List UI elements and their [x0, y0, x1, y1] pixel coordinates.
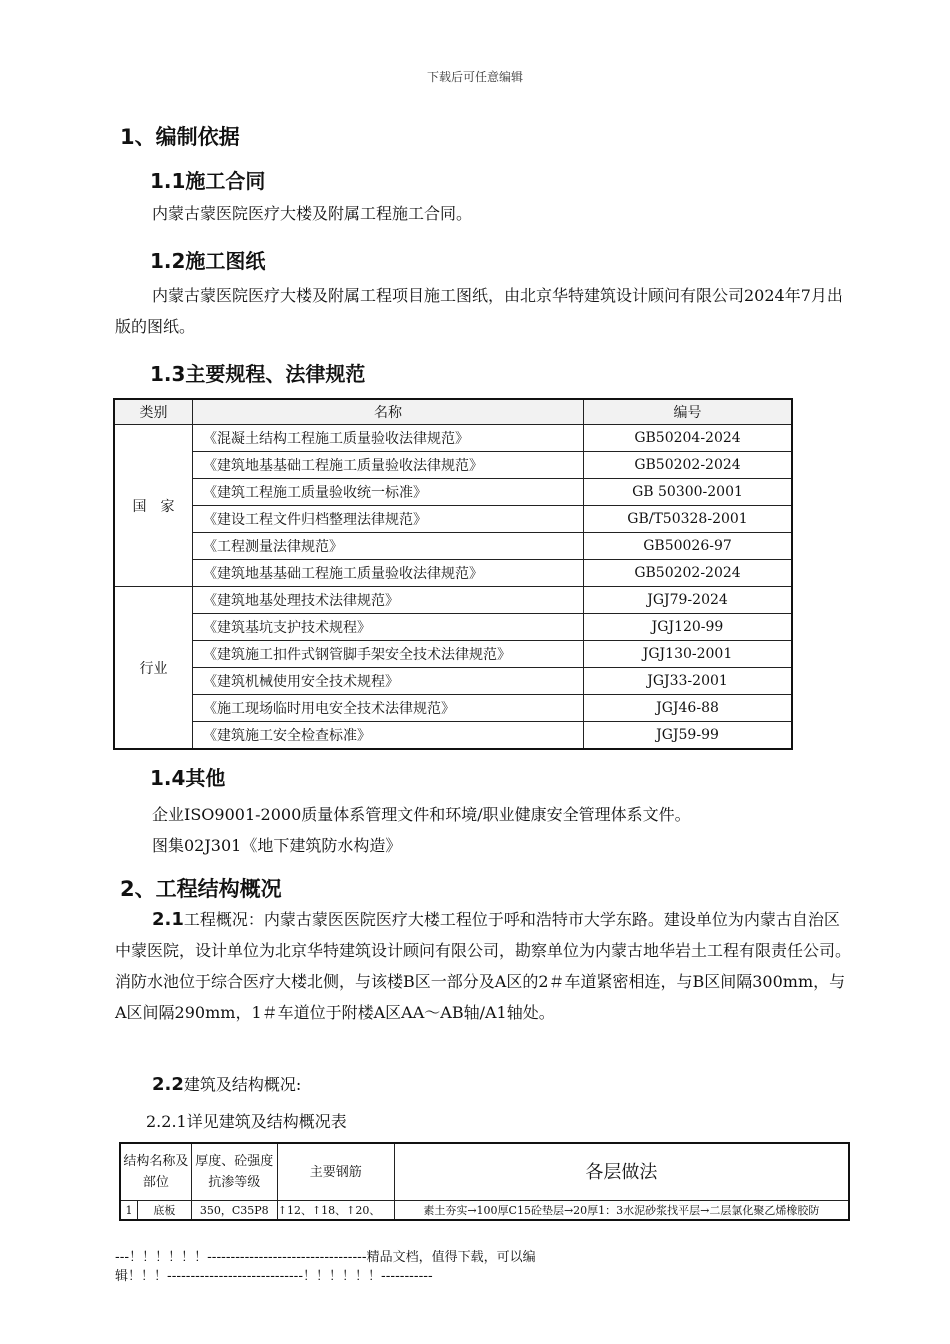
- regulation-code: GB50202-2024: [584, 560, 793, 587]
- regulation-code: GB50202-2024: [584, 452, 793, 479]
- structure-header-row: [120, 1143, 849, 1201]
- section-2-2-paragraph: [115, 1069, 855, 1100]
- regulation-name: 《建筑机械使用安全技术规程》: [193, 668, 584, 695]
- table-row: [114, 722, 792, 750]
- table-row: [114, 668, 792, 695]
- category-industry: 行业: [114, 587, 193, 750]
- regulation-name: 《施工现场临时用电安全技术法律规范》: [193, 695, 584, 722]
- structure-header-part: 结构名称及部位: [120, 1143, 191, 1201]
- header-category: 类别: [114, 399, 193, 425]
- structure-table: [119, 1142, 850, 1221]
- structure-row-steel: ↑12、↑18、↑20、: [277, 1201, 394, 1221]
- regulation-code: JGJ46-88: [584, 695, 793, 722]
- regulation-code: JGJ79-2024: [584, 587, 793, 614]
- section-2-1-lead: 2.1: [152, 909, 184, 930]
- section-1-2-title: 1.2施工图纸: [150, 249, 266, 273]
- regulation-code: JGJ120-99: [584, 614, 793, 641]
- header-name: 名称: [193, 399, 584, 425]
- category-national: 国 家: [114, 425, 193, 587]
- structure-header-steel: 主要钢筋: [277, 1143, 394, 1201]
- regulation-name: 《建筑施工扣件式钢管脚手架安全技术法律规范》: [193, 641, 584, 668]
- section-1-4-title: 1.4其他: [150, 766, 226, 790]
- section-2-2-text: 建筑及结构概况:: [183, 1075, 302, 1094]
- section-2-1-paragraph: [115, 904, 855, 1028]
- regulation-name: 《建筑地基处理技术法律规范》: [193, 587, 584, 614]
- table-row: [114, 587, 792, 614]
- regulation-code: GB/T50328-2001: [584, 506, 793, 533]
- table-row: [114, 695, 792, 722]
- regulation-code: JGJ130-2001: [584, 641, 793, 668]
- table-row: [114, 641, 792, 668]
- structure-row-no: 1: [120, 1201, 138, 1221]
- table-row: [114, 560, 792, 587]
- table-row: [114, 479, 792, 506]
- footer-line-2: 辑！！！-----------------------------！！！！！！-----------: [115, 1269, 433, 1284]
- structure-row: [120, 1201, 849, 1221]
- section-1-1-text: 内蒙古蒙医院医疗大楼及附属工程施工合同。: [152, 204, 473, 223]
- regulation-code: GB50026-97: [584, 533, 793, 560]
- section-2-title: 2、工程结构概况: [120, 877, 282, 901]
- structure-header-method: 各层做法: [394, 1143, 849, 1201]
- regulation-name: 《建筑施工安全检查标准》: [193, 722, 584, 750]
- section-2-2-lead: 2.2: [152, 1074, 184, 1095]
- section-1-2-text: 内蒙古蒙医院医疗大楼及附属工程项目施工图纸，由北京华特建筑设计顾问有限公司2024年7月出版的图纸。: [115, 286, 843, 336]
- footer-line-1: ---！！！！！！----------------------------------精品文档，值得下载，可以编: [115, 1250, 536, 1265]
- structure-row-part: 底板: [138, 1201, 192, 1221]
- table-row: [114, 614, 792, 641]
- table-row: [114, 425, 792, 452]
- structure-row-spec: 350，C35P8: [191, 1201, 277, 1221]
- section-1-3-title: 1.3主要规程、法律规范: [150, 362, 366, 386]
- regulation-name: 《建筑工程施工质量验收统一标准》: [193, 479, 584, 506]
- regulation-code: JGJ33-2001: [584, 668, 793, 695]
- regulation-name: 《建筑地基基础工程施工质量验收法律规范》: [193, 452, 584, 479]
- table-row: [114, 506, 792, 533]
- structure-row-method: 素土夯实→100厚C15砼垫层→20厚1：3水泥砂浆找平层→二层氯化聚乙烯橡胶防: [394, 1201, 849, 1221]
- regulation-code: GB50204-2024: [584, 425, 793, 452]
- section-1-4-line2: 图集02J301《地下建筑防水构造》: [152, 836, 402, 855]
- regulation-name: 《建筑地基基础工程施工质量验收法律规范》: [193, 560, 584, 587]
- table-header-row: [114, 399, 792, 425]
- regulation-name: 《工程测量法律规范》: [193, 533, 584, 560]
- section-1-1-title: 1.1施工合同: [150, 169, 266, 193]
- regulation-code: JGJ59-99: [584, 722, 793, 750]
- page-header: 下载后可任意编辑: [426, 70, 523, 84]
- regulations-table: [113, 398, 793, 750]
- regulation-code: GB 50300-2001: [584, 479, 793, 506]
- section-2-1-text: 工程概况：内蒙古蒙医医院医疗大楼工程位于呼和浩特市大学东路。建设单位为内蒙古自治区中蒙医院，设计单位为北京华特建筑设计顾问有限公司，勘察单位为内蒙古地华岩土工程有限责任公司。消防水池位于综合医疗大楼北侧，与该楼B区一部分及A区的2＃车道紧密相连，与B区间隔300mm，与A区间隔290mm，1＃车道位于附楼A区AA～AB轴/A1轴处。: [115, 910, 852, 1022]
- section-1-title: 1、编制依据: [120, 125, 240, 149]
- regulation-name: 《混凝土结构工程施工质量验收法律规范》: [193, 425, 584, 452]
- section-1-4-line1: 企业ISO9001-2000质量体系管理文件和环境/职业健康安全管理体系文件。: [152, 805, 691, 824]
- header-code: 编号: [584, 399, 793, 425]
- structure-header-spec: 厚度、砼强度抗渗等级: [191, 1143, 277, 1201]
- table-row: [114, 452, 792, 479]
- regulation-name: 《建设工程文件归档整理法律规范》: [193, 506, 584, 533]
- table-row: [114, 533, 792, 560]
- regulation-name: 《建筑基坑支护技术规程》: [193, 614, 584, 641]
- section-2-2-1-text: 2.2.1详见建筑及结构概况表: [146, 1112, 347, 1131]
